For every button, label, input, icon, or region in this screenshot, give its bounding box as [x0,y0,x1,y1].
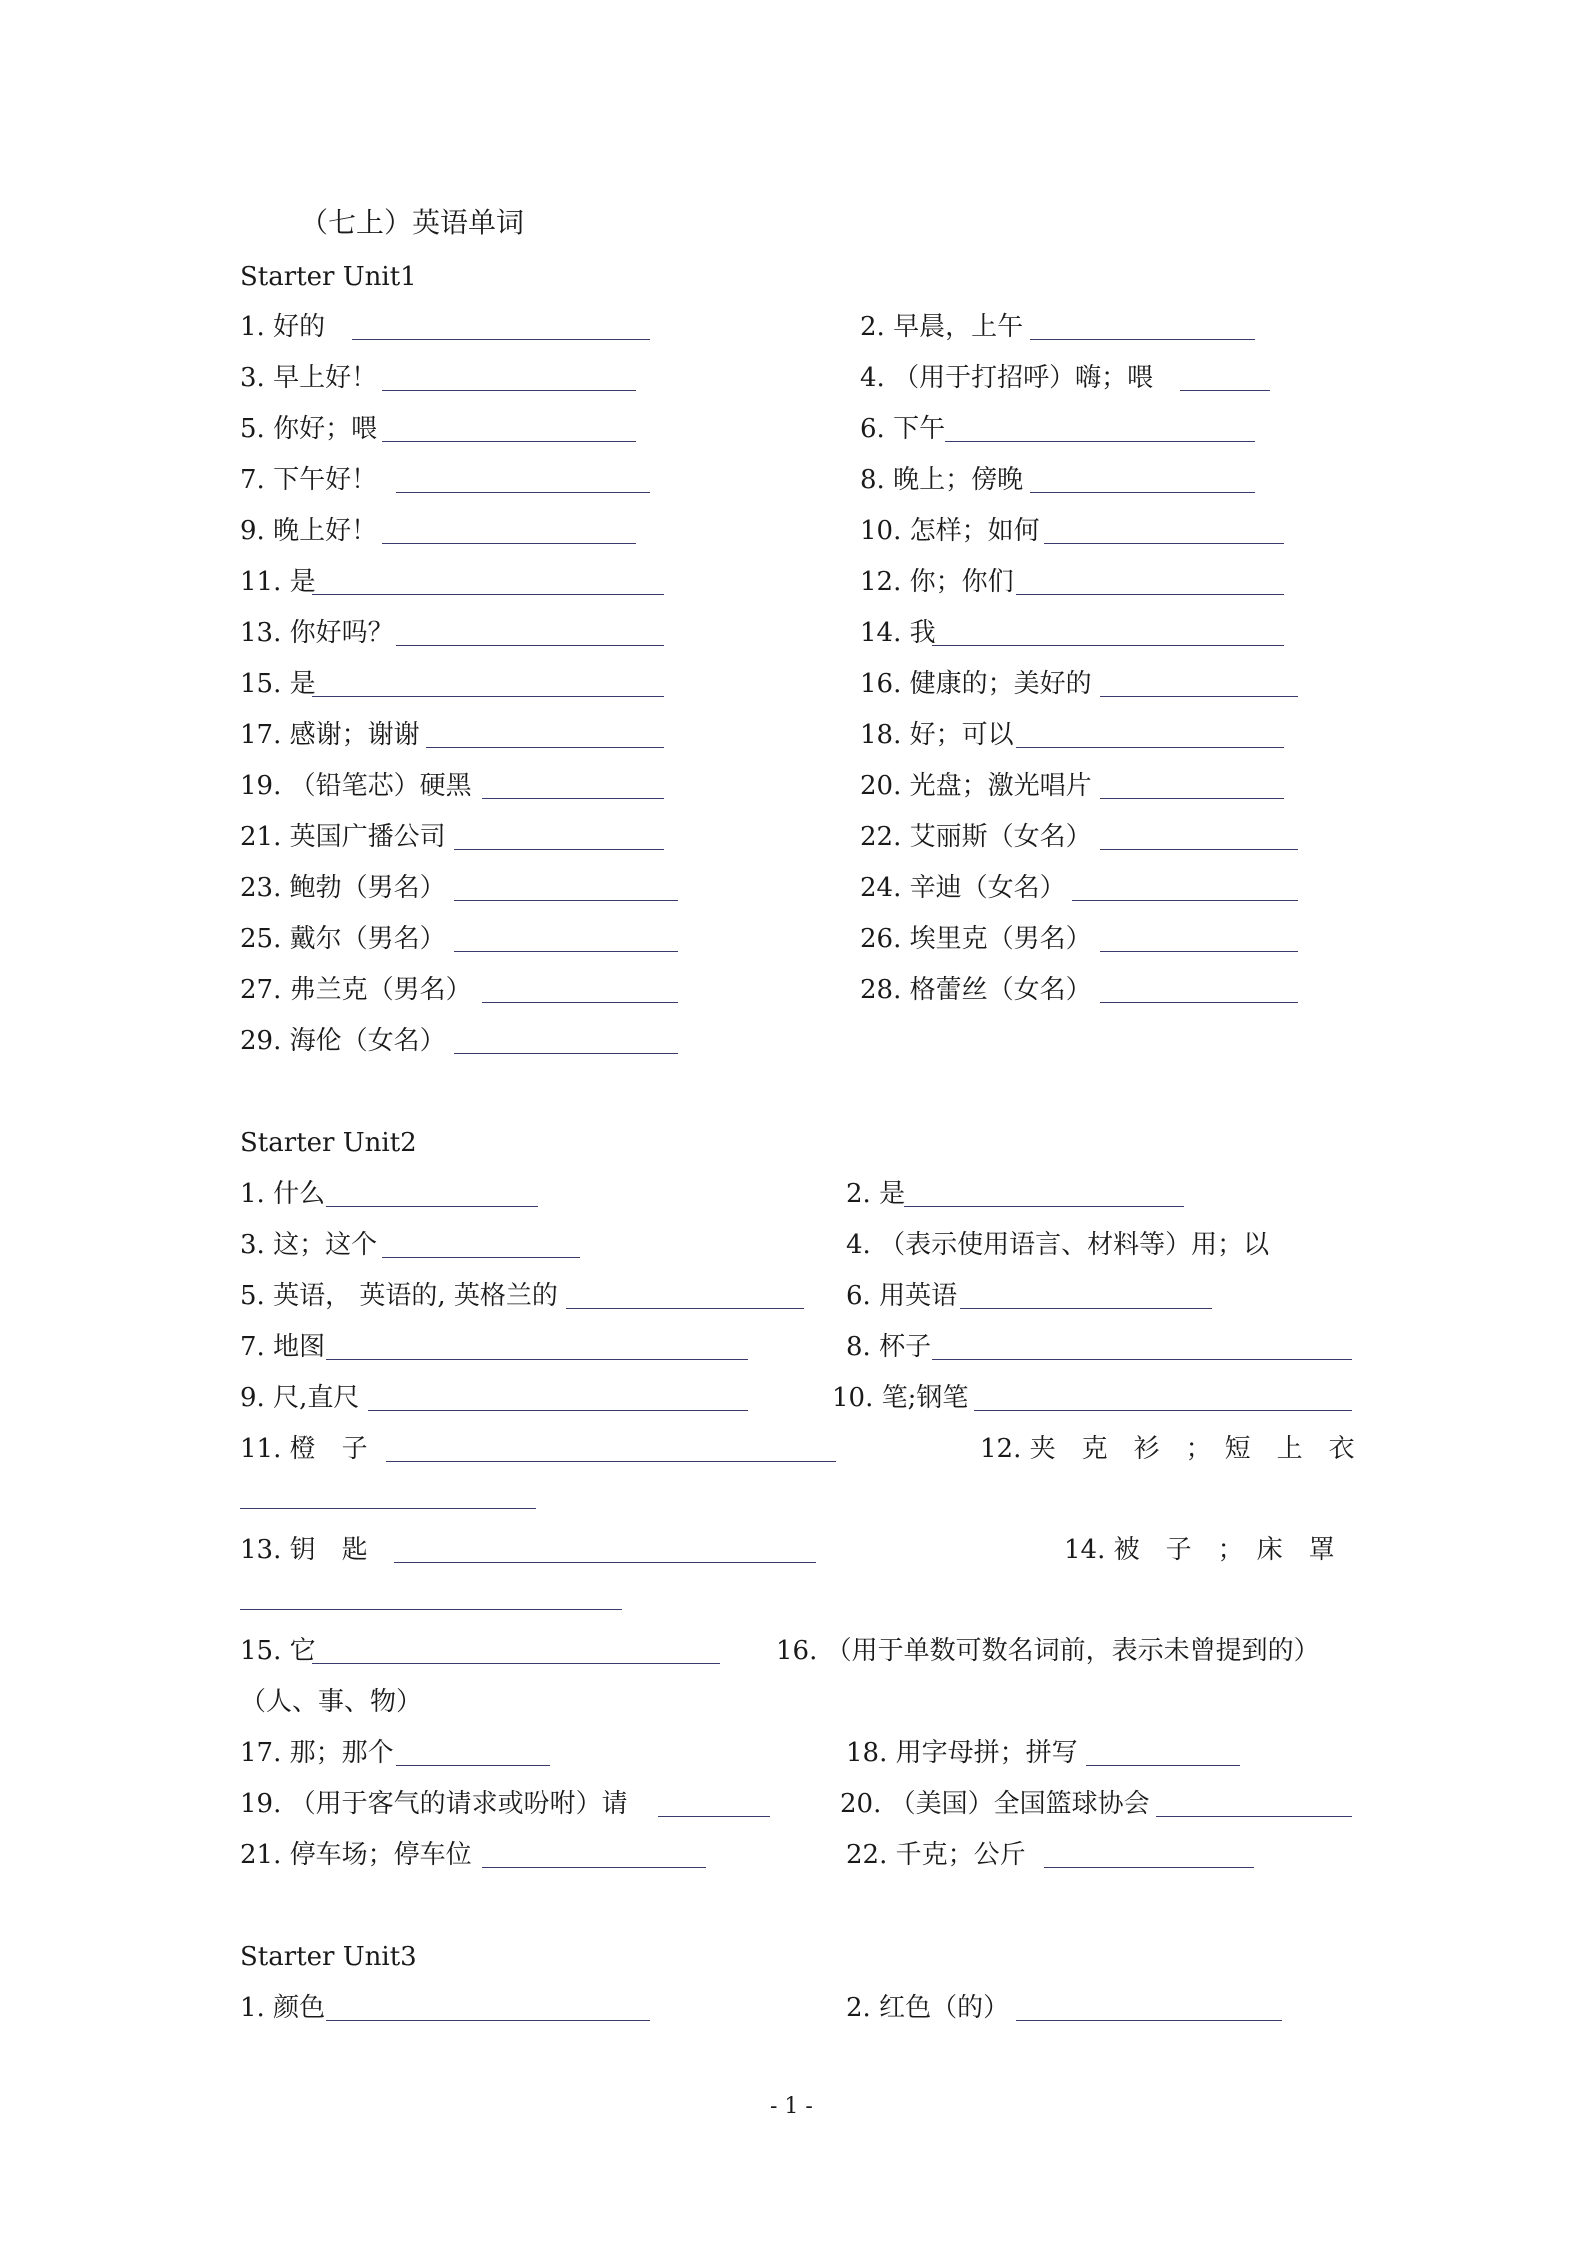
answer-line[interactable] [312,1663,720,1664]
item-label: 18. 用字母拼；拼写 [846,1738,1078,1768]
item-label: 17. 感谢；谢谢 [240,720,420,750]
item-label: 10. 笔;钢笔 [832,1383,969,1413]
answer-line[interactable] [1100,849,1298,850]
answer-line[interactable] [1086,1765,1240,1766]
answer-line[interactable] [454,900,678,901]
item-label: 12. 你；你们 [860,567,1014,597]
item-label: 16. （用于单数可数名词前，表示未曾提到的） [776,1636,1320,1666]
answer-line[interactable] [326,1359,748,1360]
item-label: 29. 海伦（女名） [240,1026,446,1056]
item-label: 21. 停车场；停车位 [240,1840,472,1870]
answer-line[interactable] [386,1461,836,1462]
answer-line[interactable] [1030,339,1255,340]
item-label: 24. 辛迪（女名） [860,873,1066,903]
item-label: 5. 你好；喂 [240,414,378,444]
item-label: 20. 光盘；激光唱片 [860,771,1092,801]
item-label: 14. 我 [860,618,936,648]
answer-line[interactable] [326,1206,538,1207]
answer-line[interactable] [1072,900,1298,901]
unit-heading: Starter Unit2 [240,1128,417,1158]
page-title: （七上）英语单词 [300,206,525,239]
item-label: 6. 下午 [860,414,946,444]
answer-line[interactable] [396,1765,550,1766]
answer-line[interactable] [312,696,664,697]
item-label: 9. 尺,直尺 [240,1383,360,1413]
item-label: 26. 埃里克（男名） [860,924,1092,954]
item-label-continued: （人、事、物） [240,1687,423,1717]
answer-line[interactable] [960,1308,1212,1309]
answer-line[interactable] [566,1308,804,1309]
item-label: 13. 你好吗？ [240,618,394,648]
item-label: 3. 这；这个 [240,1230,378,1260]
answer-line[interactable] [932,645,1284,646]
item-label: 25. 戴尔（男名） [240,924,446,954]
item-label: 8. 杯子 [846,1332,932,1362]
item-label: 3. 早上好！ [240,363,378,393]
answer-line[interactable] [1100,1002,1298,1003]
answer-line[interactable] [482,1002,678,1003]
answer-line[interactable] [482,798,664,799]
item-label: 11. 橙 子 [240,1434,368,1464]
answer-line[interactable] [352,339,650,340]
item-label: 17. 那；那个 [240,1738,394,1768]
answer-line[interactable] [312,594,664,595]
item-label: 5. 英语， 英语的, 英格兰的 [240,1281,558,1311]
item-label: 7. 地图 [240,1332,326,1362]
item-label: 22. 艾丽斯（女名） [860,822,1092,852]
item-label: 21. 英国广播公司 [240,822,446,852]
item-label: 15. 是 [240,669,316,699]
item-label: 12. 夹 克 衫 ； 短 上 衣 [980,1434,1355,1464]
item-label: 16. 健康的；美好的 [860,669,1092,699]
answer-line[interactable] [454,951,678,952]
answer-line[interactable] [396,645,664,646]
answer-line[interactable] [974,1410,1352,1411]
answer-line[interactable] [945,441,1255,442]
item-label: 7. 下午好！ [240,465,378,495]
item-label: 10. 怎样；如何 [860,516,1040,546]
item-label: 27. 弗兰克（男名） [240,975,472,1005]
answer-line[interactable] [454,1053,678,1054]
answer-line[interactable] [382,1257,580,1258]
answer-line[interactable] [382,390,636,391]
item-label: 14. 被 子 ； 床 罩 [1064,1535,1335,1565]
item-label: 2. 是 [846,1179,906,1209]
answer-line[interactable] [1100,798,1284,799]
item-label: 19. （用于客气的请求或吩咐）请 [240,1789,628,1819]
answer-line[interactable] [904,1206,1184,1207]
item-label: 23. 鲍勃（男名） [240,873,446,903]
item-label: 6. 用英语 [846,1281,958,1311]
answer-line[interactable] [326,2020,650,2021]
answer-line[interactable] [394,1562,816,1563]
item-label: 15. 它 [240,1636,316,1666]
item-label: 2. 红色（的） [846,1993,1010,2023]
answer-line[interactable] [396,492,650,493]
answer-line[interactable] [1016,747,1284,748]
item-label: 2. 早晨，上午 [860,312,1024,342]
answer-line[interactable] [1044,1867,1254,1868]
answer-line[interactable] [482,1867,706,1868]
item-label: 4. （用于打招呼）嗨；喂 [860,363,1154,393]
answer-line[interactable] [240,1609,622,1610]
answer-line[interactable] [1044,543,1284,544]
answer-line[interactable] [454,849,664,850]
item-label: 28. 格蕾丝（女名） [860,975,1092,1005]
item-label: 8. 晚上；傍晚 [860,465,1024,495]
item-label: 1. 什么 [240,1179,326,1209]
item-label: 1. 好的 [240,312,326,342]
item-label: 22. 千克；公斤 [846,1840,1026,1870]
answer-line[interactable] [658,1816,770,1817]
item-label: 11. 是 [240,567,316,597]
answer-line[interactable] [1030,492,1255,493]
answer-line[interactable] [1016,2020,1282,2021]
item-label: 9. 晚上好！ [240,516,378,546]
answer-line[interactable] [1016,594,1284,595]
answer-line[interactable] [1180,390,1270,391]
unit-heading: Starter Unit1 [240,262,417,292]
answer-line[interactable] [1100,951,1298,952]
answer-line[interactable] [426,747,664,748]
item-label: 4. （表示使用语言、材料等）用；以 [846,1230,1270,1260]
page-number: - 1 - [770,2094,813,2119]
item-label: 13. 钥 匙 [240,1535,368,1565]
item-label: 18. 好；可以 [860,720,1014,750]
answer-line[interactable] [368,1410,748,1411]
item-label: 1. 颜色 [240,1993,326,2023]
answer-line[interactable] [1156,1816,1352,1817]
item-label: 19. （铅笔芯）硬黑 [240,771,472,801]
answer-line[interactable] [382,543,636,544]
answer-line[interactable] [240,1508,536,1509]
item-label: 20. （美国）全国篮球协会 [840,1789,1150,1819]
answer-line[interactable] [932,1359,1352,1360]
unit-heading: Starter Unit3 [240,1942,417,1972]
answer-line[interactable] [382,441,636,442]
answer-line[interactable] [1100,696,1298,697]
